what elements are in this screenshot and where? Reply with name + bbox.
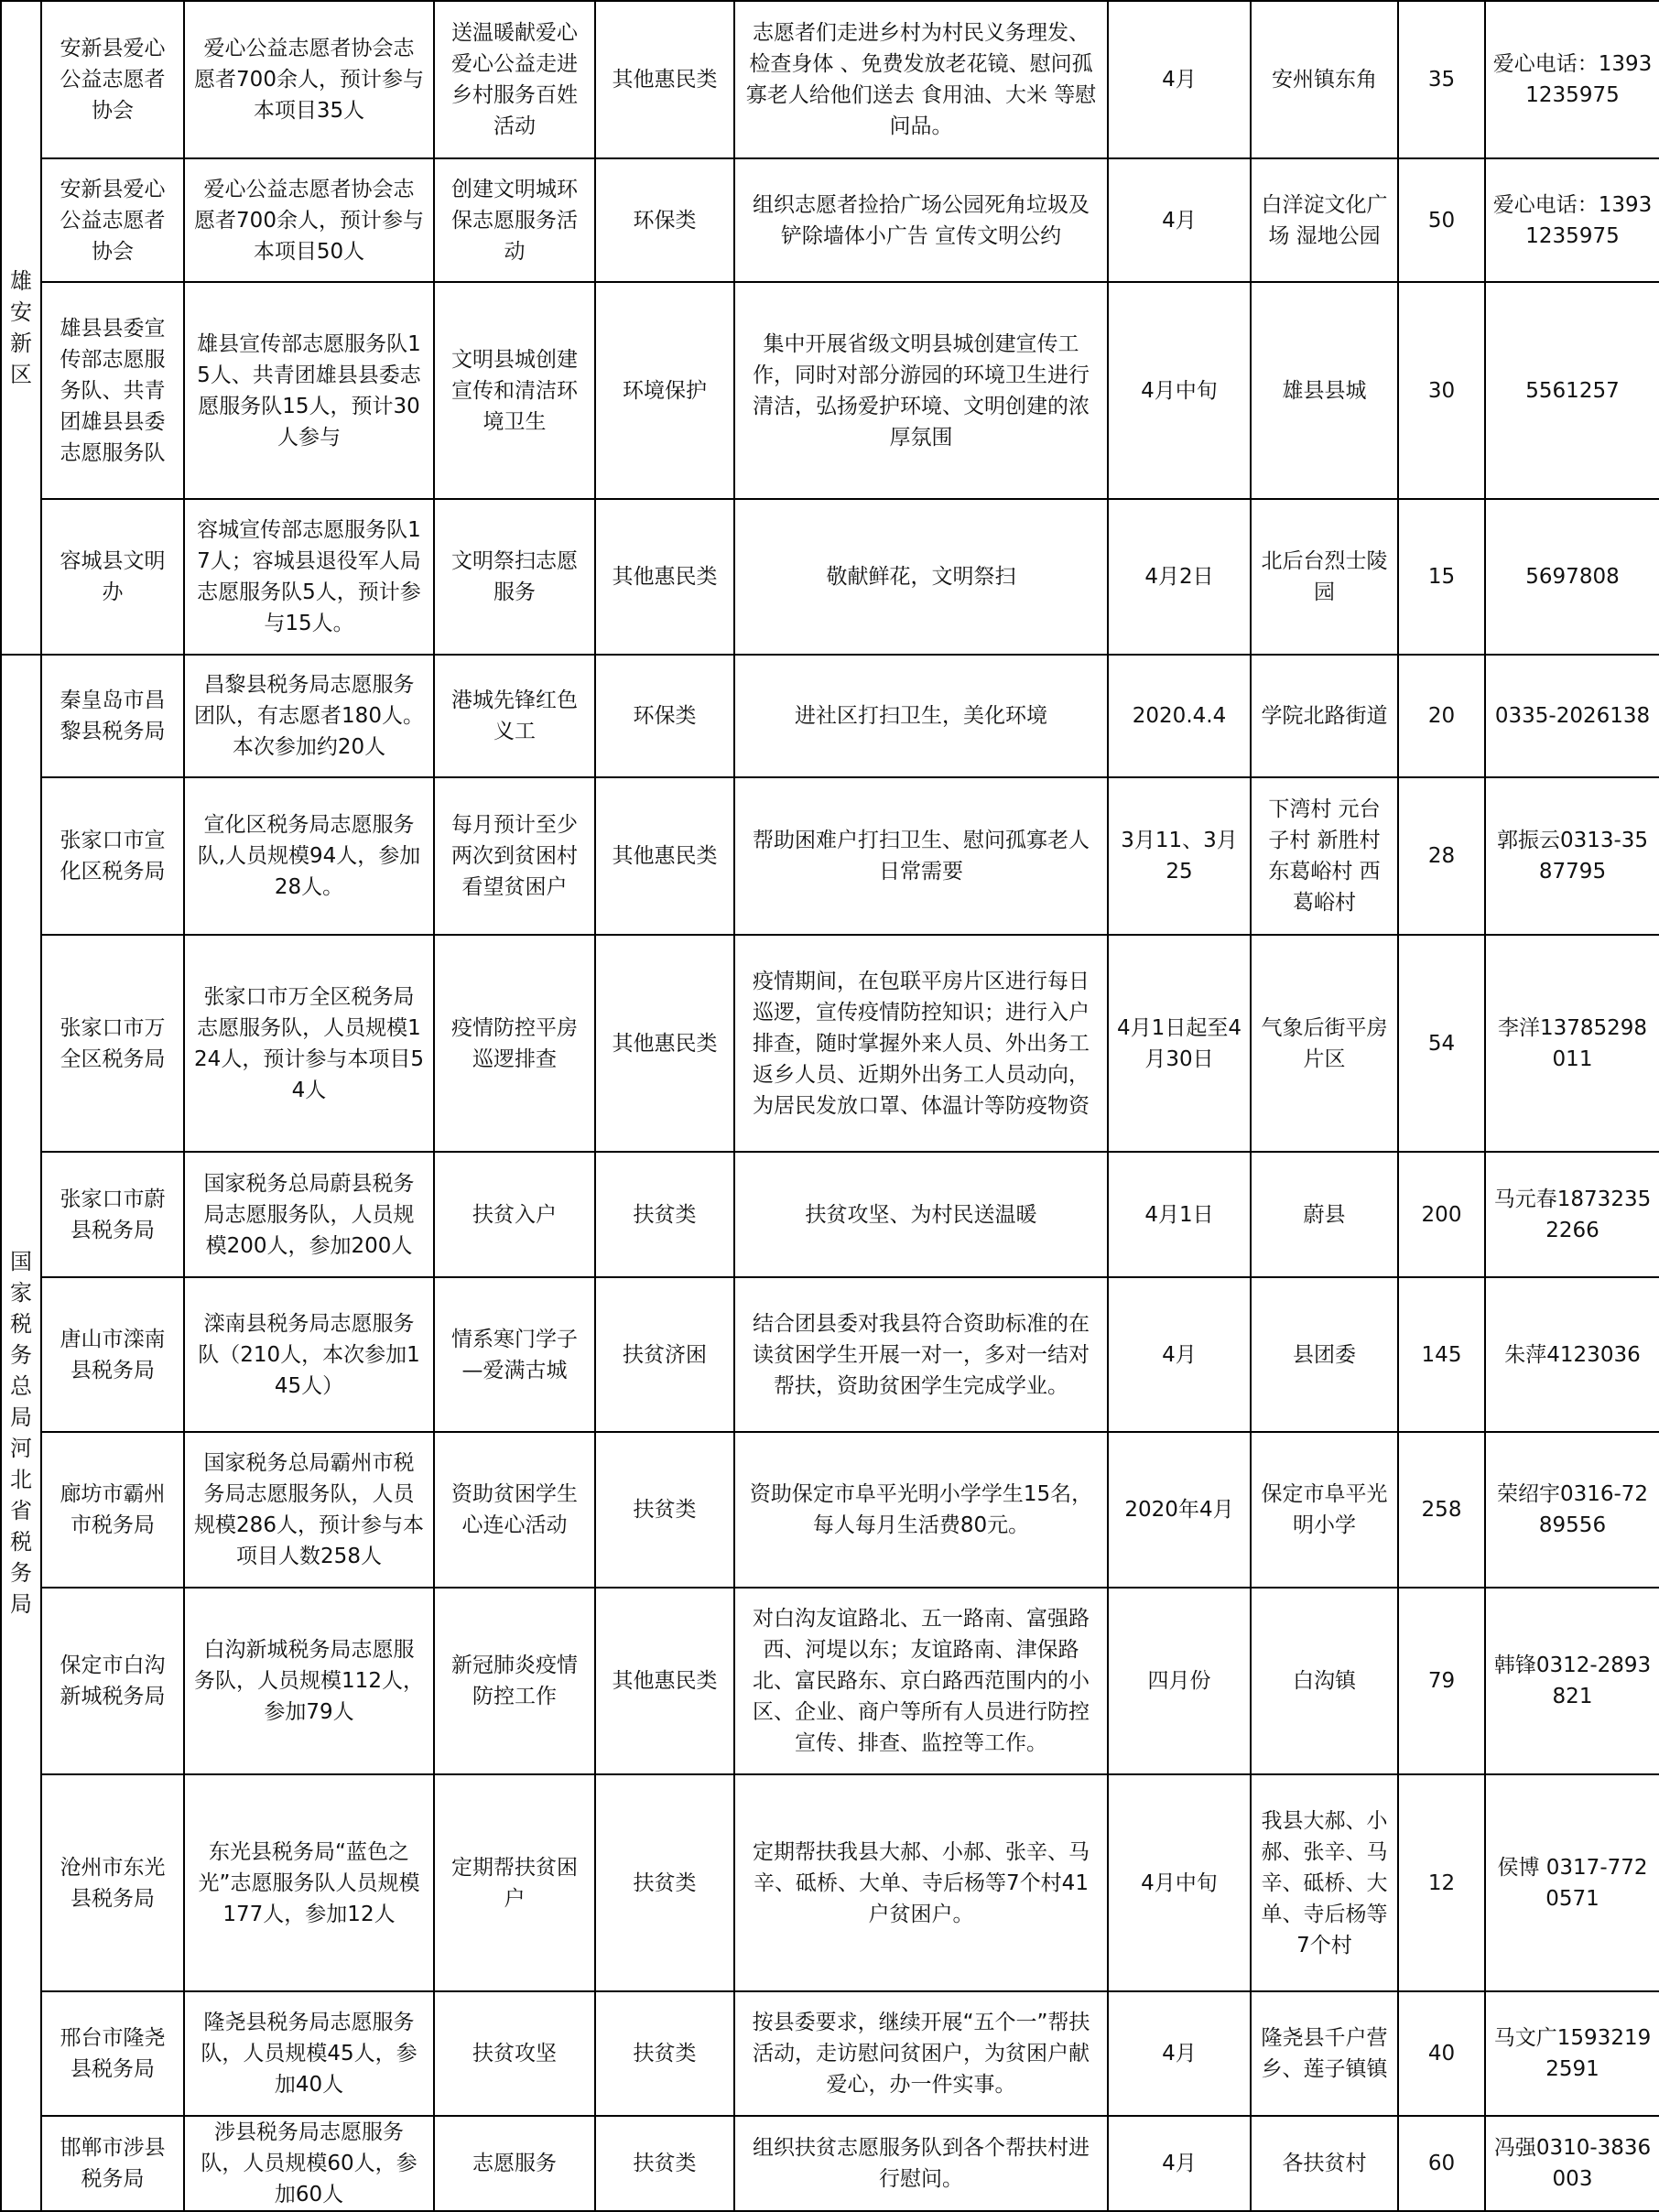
team-cell: 宣化区税务局志愿服务队,人员规模94人，参加28人。 <box>184 777 434 935</box>
project-cell: 文明祭扫志愿服务 <box>434 499 595 655</box>
count-cell: 54 <box>1398 935 1485 1152</box>
contact-cell: 5561257 <box>1485 282 1659 499</box>
place-cell: 下湾村 元台子村 新胜村 东葛峪村 西葛峪村 <box>1251 777 1398 935</box>
category-cell: 环保类 <box>595 158 734 282</box>
place-cell: 我县大郝、小郝、张辛、马辛、砥桥、大单、寺后杨等7个村 <box>1251 1774 1398 1991</box>
time-cell: 4月2日 <box>1108 499 1251 655</box>
table-row <box>1 777 1659 935</box>
project-cell: 送温暖献爱心 爱心公益走进乡村服务百姓活动 <box>434 1 595 158</box>
time-cell: 4月 <box>1108 158 1251 282</box>
team-cell: 涉县税务局志愿服务队，人员规模60人，参加60人 <box>184 2116 434 2211</box>
table-row <box>1 655 1659 777</box>
time-cell: 4月 <box>1108 1991 1251 2116</box>
contact-cell: 郭振云0313-3587795 <box>1485 777 1659 935</box>
content-cell: 按县委要求，继续开展“五个一”帮扶活动，走访慰问贫困户，为贫困户献爱心，办一件实事。 <box>734 1991 1108 2116</box>
time-cell: 四月份 <box>1108 1588 1251 1774</box>
contact-cell: 荣绍宇0316-7289556 <box>1485 1432 1659 1588</box>
contact-cell: 韩锋0312-2893821 <box>1485 1588 1659 1774</box>
time-cell: 4月 <box>1108 2116 1251 2211</box>
count-cell: 12 <box>1398 1774 1485 1991</box>
region-cell <box>1 655 41 2211</box>
count-cell: 40 <box>1398 1991 1485 2116</box>
count-cell: 200 <box>1398 1152 1485 1277</box>
category-cell: 其他惠民类 <box>595 1 734 158</box>
content-cell: 组织志愿者捡拾广场公园死角垃圾及铲除墙体小广告 宣传文明公约 <box>734 158 1108 282</box>
project-cell: 志愿服务 <box>434 2116 595 2211</box>
team-cell: 容城宣传部志愿服务队17人；容城县退役军人局志愿服务队5人，预计参与15人。 <box>184 499 434 655</box>
org-cell: 唐山市滦南县税务局 <box>41 1277 184 1432</box>
org-cell: 廊坊市霸州市税务局 <box>41 1432 184 1588</box>
category-cell: 扶贫类 <box>595 1991 734 2116</box>
category-cell: 其他惠民类 <box>595 1588 734 1774</box>
count-cell: 258 <box>1398 1432 1485 1588</box>
project-cell: 扶贫入户 <box>434 1152 595 1277</box>
category-cell: 扶贫济困 <box>595 1277 734 1432</box>
project-cell: 创建文明城环保志愿服务活动 <box>434 158 595 282</box>
contact-cell: 5697808 <box>1485 499 1659 655</box>
place-cell: 雄县县城 <box>1251 282 1398 499</box>
org-cell: 张家口市蔚县税务局 <box>41 1152 184 1277</box>
contact-cell: 爱心电话：13931235975 <box>1485 158 1659 282</box>
category-cell: 环境保护 <box>595 282 734 499</box>
table-row <box>1 1588 1659 1774</box>
org-cell: 沧州市东光县税务局 <box>41 1774 184 1991</box>
table-row <box>1 1 1659 158</box>
team-cell: 雄县宣传部志愿服务队15人、共青团雄县县委志愿服务队15人，预计30人参与 <box>184 282 434 499</box>
count-cell: 30 <box>1398 282 1485 499</box>
content-cell: 定期帮扶我县大郝、小郝、张辛、马辛、砥桥、大单、寺后杨等7个村41户贫困户。 <box>734 1774 1108 1991</box>
team-cell: 滦南县税务局志愿服务队（210人，本次参加145人） <box>184 1277 434 1432</box>
category-cell: 扶贫类 <box>595 1432 734 1588</box>
project-cell: 扶贫攻坚 <box>434 1991 595 2116</box>
team-cell: 昌黎县税务局志愿服务团队，有志愿者180人。本次参加约20人 <box>184 655 434 777</box>
team-cell: 爱心公益志愿者协会志愿者700余人，预计参与本项目35人 <box>184 1 434 158</box>
category-cell: 扶贫类 <box>595 1774 734 1991</box>
count-cell: 60 <box>1398 2116 1485 2211</box>
time-cell: 4月中旬 <box>1108 1774 1251 1991</box>
org-cell: 保定市白沟新城税务局 <box>41 1588 184 1774</box>
place-cell: 气象后街平房片区 <box>1251 935 1398 1152</box>
time-cell: 2020.4.4 <box>1108 655 1251 777</box>
org-cell: 邢台市隆尧县税务局 <box>41 1991 184 2116</box>
place-cell: 北后台烈士陵园 <box>1251 499 1398 655</box>
team-cell: 爱心公益志愿者协会志愿者700余人，预计参与本项目50人 <box>184 158 434 282</box>
region-label: 雄安新区 <box>10 268 32 387</box>
project-cell: 新冠肺炎疫情防控工作 <box>434 1588 595 1774</box>
place-cell: 学院北路街道 <box>1251 655 1398 777</box>
table-row <box>1 282 1659 499</box>
place-cell: 白洋淀文化广场 湿地公园 <box>1251 158 1398 282</box>
category-cell: 其他惠民类 <box>595 499 734 655</box>
project-cell: 疫情防控平房巡逻排查 <box>434 935 595 1152</box>
table-row <box>1 2116 1659 2211</box>
content-cell: 集中开展省级文明县城创建宣传工作，同时对部分游园的环境卫生进行清洁，弘扬爱护环境、文明创建的浓厚氛围 <box>734 282 1108 499</box>
time-cell: 4月中旬 <box>1108 282 1251 499</box>
org-cell: 邯郸市涉县税务局 <box>41 2116 184 2211</box>
table-row <box>1 1152 1659 1277</box>
org-cell: 雄县县委宣传部志愿服务队、共青团雄县县委志愿服务队 <box>41 282 184 499</box>
category-cell: 其他惠民类 <box>595 935 734 1152</box>
category-cell: 其他惠民类 <box>595 777 734 935</box>
project-cell: 港城先锋红色义工 <box>434 655 595 777</box>
project-cell: 每月预计至少两次到贫困村看望贫困户 <box>434 777 595 935</box>
content-cell: 对白沟友谊路北、五一路南、富强路西、河堤以东；友谊路南、津保路北、富民路东、京白路西范围内的小区、企业、商户等所有人员进行防控宣传、排查、监控等工作。 <box>734 1588 1108 1774</box>
category-cell: 扶贫类 <box>595 2116 734 2211</box>
org-cell: 张家口市万全区税务局 <box>41 935 184 1152</box>
table-row <box>1 935 1659 1152</box>
team-cell: 张家口市万全区税务局志愿服务队，人员规模124人，预计参与本项目54人 <box>184 935 434 1152</box>
project-cell: 文明县城创建宣传和清洁环境卫生 <box>434 282 595 499</box>
count-cell: 50 <box>1398 158 1485 282</box>
project-cell: 定期帮扶贫困户 <box>434 1774 595 1991</box>
contact-cell: 冯强0310-3836003 <box>1485 2116 1659 2211</box>
contact-cell: 马元春18732352266 <box>1485 1152 1659 1277</box>
content-cell: 资助保定市阜平光明小学学生15名，每人每月生活费80元。 <box>734 1432 1108 1588</box>
org-cell: 张家口市宣化区税务局 <box>41 777 184 935</box>
count-cell: 15 <box>1398 499 1485 655</box>
content-cell: 敬献鲜花，文明祭扫 <box>734 499 1108 655</box>
time-cell: 3月11、3月25 <box>1108 777 1251 935</box>
org-cell: 安新县爱心公益志愿者协会 <box>41 158 184 282</box>
project-cell: 资助贫困学生心连心活动 <box>434 1432 595 1588</box>
team-cell: 白沟新城税务局志愿服务队，人员规模112人，参加79人 <box>184 1588 434 1774</box>
table-row <box>1 1774 1659 1991</box>
content-cell: 组织扶贫志愿服务队到各个帮扶村进行慰问。 <box>734 2116 1108 2211</box>
content-cell: 志愿者们走进乡村为村民义务理发、 检查身体 、免费发放老花镜、慰问孤寡老人给他们送去 食用油、大米 等慰问品。 <box>734 1 1108 158</box>
project-cell: 情系寒门学子—爱满古城 <box>434 1277 595 1432</box>
time-cell: 4月 <box>1108 1 1251 158</box>
place-cell: 保定市阜平光明小学 <box>1251 1432 1398 1588</box>
content-cell: 进社区打扫卫生，美化环境 <box>734 655 1108 777</box>
place-cell: 隆尧县千户营乡、莲子镇镇 <box>1251 1991 1398 2116</box>
content-cell: 帮助困难户打扫卫生、慰问孤寡老人日常需要 <box>734 777 1108 935</box>
time-cell: 4月 <box>1108 1277 1251 1432</box>
table-row <box>1 1991 1659 2116</box>
team-cell: 东光县税务局“蓝色之光”志愿服务队人员规模177人，参加12人 <box>184 1774 434 1991</box>
contact-cell: 侯博 0317-7720571 <box>1485 1774 1659 1991</box>
category-cell: 环保类 <box>595 655 734 777</box>
table-row <box>1 1432 1659 1588</box>
table-row <box>1 158 1659 282</box>
table-row <box>1 499 1659 655</box>
content-cell: 疫情期间，在包联平房片区进行每日巡逻，宣传疫情防控知识；进行入户排查，随时掌握外来人员、外出务工返乡人员、近期外出务工人员动向，为居民发放口罩、体温计等防疫物资 <box>734 935 1108 1152</box>
count-cell: 145 <box>1398 1277 1485 1432</box>
contact-cell: 爱心电话：13931235975 <box>1485 1 1659 158</box>
place-cell: 白沟镇 <box>1251 1588 1398 1774</box>
org-cell: 安新县爱心公益志愿者协会 <box>41 1 184 158</box>
time-cell: 4月1日起至4月30日 <box>1108 935 1251 1152</box>
contact-cell: 李洋13785298011 <box>1485 935 1659 1152</box>
count-cell: 79 <box>1398 1588 1485 1774</box>
content-cell: 结合团县委对我县符合资助标准的在读贫困学生开展一对一，多对一结对帮扶，资助贫困学生完成学业。 <box>734 1277 1108 1432</box>
place-cell: 安州镇东角 <box>1251 1 1398 158</box>
team-cell: 国家税务总局霸州市税务局志愿服务队，人员规模286人，预计参与本项目人数258人 <box>184 1432 434 1588</box>
org-cell: 秦皇岛市昌黎县税务局 <box>41 655 184 777</box>
category-cell: 扶贫类 <box>595 1152 734 1277</box>
count-cell: 35 <box>1398 1 1485 158</box>
count-cell: 20 <box>1398 655 1485 777</box>
time-cell: 2020年4月 <box>1108 1432 1251 1588</box>
contact-cell: 马文广15932192591 <box>1485 1991 1659 2116</box>
org-cell: 容城县文明办 <box>41 499 184 655</box>
content-cell: 扶贫攻坚、为村民送温暖 <box>734 1152 1108 1277</box>
region-cell <box>1 1 41 655</box>
place-cell: 蔚县 <box>1251 1152 1398 1277</box>
count-cell: 28 <box>1398 777 1485 935</box>
team-cell: 国家税务总局蔚县税务局志愿服务队，人员规模200人，参加200人 <box>184 1152 434 1277</box>
contact-cell: 朱萍4123036 <box>1485 1277 1659 1432</box>
region-label: 国家税务总局河北省税务局 <box>10 1249 32 1617</box>
team-cell: 隆尧县税务局志愿服务队，人员规模45人，参加40人 <box>184 1991 434 2116</box>
time-cell: 4月1日 <box>1108 1152 1251 1277</box>
contact-cell: 0335-2026138 <box>1485 655 1659 777</box>
place-cell: 县团委 <box>1251 1277 1398 1432</box>
place-cell: 各扶贫村 <box>1251 2116 1398 2211</box>
table-row <box>1 1277 1659 1432</box>
